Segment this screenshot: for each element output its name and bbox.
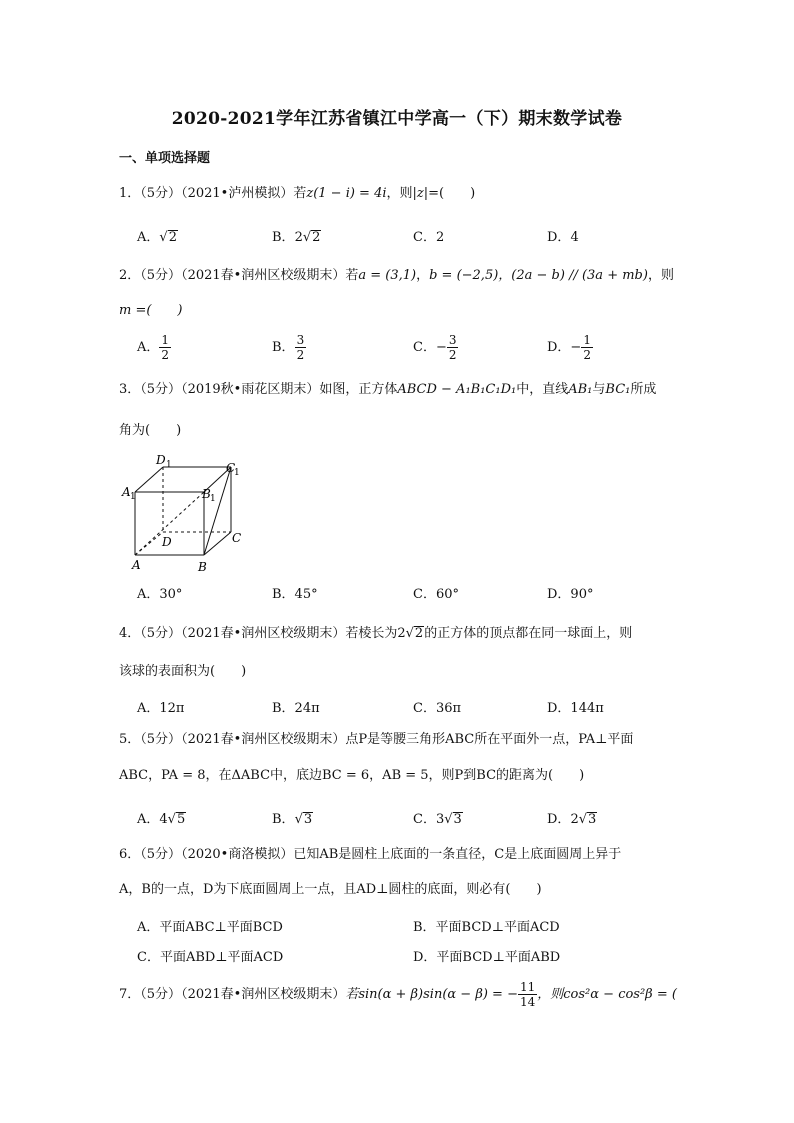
q1-option-b: B．2√2 bbox=[272, 230, 321, 245]
q4-option-a: A．12π bbox=[137, 701, 185, 716]
q1-text: 若 bbox=[293, 186, 307, 201]
q3-option-c: C．60° bbox=[413, 587, 459, 602]
q3-option-b: B．45° bbox=[272, 587, 318, 602]
q3-cube: ABCD − A₁B₁C₁D₁ bbox=[397, 382, 517, 397]
q3-text: 如图，正方体 bbox=[319, 382, 398, 397]
q4-line-2: 该球的表面积为( ) bbox=[119, 664, 247, 679]
label-c1: C bbox=[226, 461, 236, 475]
q4-source: （2021春•润州区校级期末） bbox=[181, 626, 346, 641]
question-5 bbox=[119, 728, 633, 747]
q5-d-coef: 2 bbox=[570, 812, 579, 827]
q2-vector-b: b = (−2,5) bbox=[429, 268, 499, 283]
q4-text-2: 的正方体的顶点都在同一球面上，则 bbox=[424, 626, 633, 641]
q4-radicand: 2 bbox=[414, 626, 424, 641]
q4-number: 4． bbox=[119, 626, 141, 641]
q5-option-a: A．4√5 bbox=[137, 812, 186, 827]
q7-source: （2021春•润州区校级期末） bbox=[181, 987, 346, 1002]
q7-frac-den: 14 bbox=[519, 995, 536, 1009]
q6-number: 6． bbox=[119, 847, 141, 862]
q2-a-den: 2 bbox=[161, 348, 170, 362]
q1-c-label: C． bbox=[413, 230, 436, 245]
q2-c-den: 2 bbox=[448, 348, 457, 362]
q2-b-fraction bbox=[295, 333, 307, 362]
q2-a-num: 1 bbox=[161, 333, 170, 347]
q1-b-coef: 2 bbox=[294, 230, 303, 245]
section-heading: 一、单项选择题 bbox=[119, 151, 211, 166]
q2-d-num: 1 bbox=[583, 333, 591, 347]
label-b1-sub: 1 bbox=[210, 494, 216, 504]
q1-abs: |z| bbox=[412, 186, 429, 201]
q5-source: （2021春•润州区校级期末） bbox=[181, 732, 346, 747]
q1-text-2: ，则 bbox=[386, 186, 413, 201]
q6-line-2: A，B的一点，D为下底面圆周上一点，且AD⊥圆柱的底面，则必有( ) bbox=[119, 882, 542, 897]
q5-d-label: D． bbox=[547, 812, 571, 827]
q2-number: 2． bbox=[119, 268, 141, 283]
q1-c-value: 2 bbox=[435, 230, 445, 245]
q2-d-den: 2 bbox=[583, 348, 591, 362]
q3-option-a: A．30° bbox=[137, 587, 183, 602]
q2-line-2: m =( ) bbox=[119, 303, 183, 318]
label-d: D bbox=[162, 535, 172, 549]
q1-b-value: 2 bbox=[312, 230, 321, 245]
q2-option-d bbox=[547, 333, 593, 362]
q2-condition: ，(2a − b) // (3a + mb) bbox=[498, 268, 648, 283]
q2-a-label: A． bbox=[137, 340, 160, 355]
question-2 bbox=[119, 264, 674, 283]
q2-score: （5分） bbox=[140, 268, 182, 283]
q1-option-a: A．√2 bbox=[137, 230, 177, 245]
question-6 bbox=[119, 843, 621, 862]
q3-number: 3． bbox=[119, 382, 141, 397]
label-c: C bbox=[232, 531, 242, 545]
question-1 bbox=[119, 182, 475, 201]
q5-b-label: B． bbox=[272, 812, 295, 827]
q3-source: （2019秋•雨花区期末） bbox=[181, 382, 320, 397]
q6-score: （5分） bbox=[140, 847, 182, 862]
q2-option-b bbox=[272, 333, 306, 362]
q3-text-2: 中，直线 bbox=[516, 382, 569, 397]
q3-with: 与 bbox=[592, 382, 606, 397]
q5-d-radicand: 3 bbox=[588, 812, 597, 827]
q7-fraction bbox=[518, 980, 537, 1009]
label-b1: B bbox=[202, 487, 211, 501]
q5-a-label: A． bbox=[137, 812, 160, 827]
q2-source: （2021春•润州区校级期末） bbox=[181, 268, 346, 283]
q2-d-fraction bbox=[581, 333, 593, 362]
q1-b-label: B． bbox=[272, 230, 295, 245]
question-7 bbox=[119, 980, 677, 1009]
q4-option-c: C．36π bbox=[413, 701, 462, 716]
q2-option-c bbox=[413, 333, 458, 362]
q2-text-2: ，则 bbox=[647, 268, 674, 283]
q1-a-value: 2 bbox=[168, 230, 177, 245]
question-3 bbox=[119, 378, 656, 397]
q5-c-label: C． bbox=[413, 812, 436, 827]
q3-line-2: BC₁ bbox=[605, 382, 631, 397]
q6-option-d: D．平面BCD⊥平面ABD bbox=[413, 950, 561, 965]
q1-option-c bbox=[413, 226, 444, 245]
q2-option-a bbox=[137, 333, 171, 362]
q1-expression: z(1 − i) = 4i bbox=[306, 186, 387, 201]
cube-figure bbox=[118, 450, 253, 575]
q1-d-value: 4 bbox=[570, 230, 579, 245]
label-b: B bbox=[198, 560, 207, 574]
q7-expression: 若sin(α + β)sin(α − β) = − bbox=[345, 987, 518, 1002]
q2-b-label: B． bbox=[272, 340, 295, 355]
q1-blank: =( ) bbox=[428, 186, 476, 201]
q1-number: 1． bbox=[119, 186, 141, 201]
q6-text: 已知AB是圆柱上底面的一条直径，C是上底面圆周上异于 bbox=[293, 847, 622, 862]
q5-option-b: B．√3 bbox=[272, 812, 313, 827]
q2-c-fraction bbox=[447, 333, 459, 362]
q5-option-d: D．2√3 bbox=[547, 812, 597, 827]
page-title: 2020-2021学年江苏省镇江中学高一（下）期末数学试卷 bbox=[171, 109, 623, 129]
q7-expression-2: ，则cos²α − cos²β = ( bbox=[537, 987, 677, 1002]
q4-coef: 2 bbox=[397, 626, 406, 641]
q6-option-b: B．平面BCD⊥平面ACD bbox=[413, 920, 560, 935]
q7-score: （5分） bbox=[140, 987, 182, 1002]
q3-line-1: AB₁ bbox=[568, 382, 593, 397]
q2-b-den: 2 bbox=[296, 348, 305, 362]
q5-a-radicand: 5 bbox=[176, 812, 186, 827]
question-4: 4．（5分）（2021春•润州区校级期末）若棱长为2√2的正方体的顶点都在同一球面上，则 bbox=[119, 626, 633, 641]
q3-text-3: 所成 bbox=[630, 382, 657, 397]
q3-option-d: D．90° bbox=[547, 587, 594, 602]
q5-b-radicand: 3 bbox=[303, 812, 313, 827]
q2-text: 若 bbox=[345, 268, 359, 283]
label-a1-sub: 1 bbox=[130, 492, 136, 502]
q5-c-coef: 3 bbox=[435, 812, 445, 827]
q5-line-2: ABC，PA = 8，在ΔABC中，底边BC = 6，AB = 5，则P到BC的距离为( ) bbox=[119, 768, 585, 783]
q2-a-fraction bbox=[159, 333, 171, 362]
q1-option-d bbox=[547, 226, 579, 245]
label-c1-sub: 1 bbox=[234, 468, 240, 478]
q4-option-b: B．24π bbox=[272, 701, 320, 716]
q4-score: （5分） bbox=[140, 626, 182, 641]
q3-line-2-text: 角为( ) bbox=[119, 423, 182, 438]
q1-source: （2021•泸州模拟） bbox=[181, 186, 294, 201]
q4-option-d: D．144π bbox=[547, 701, 604, 716]
q5-text: 点P是等腰三角形ABC所在平面外一点，PA⊥平面 bbox=[345, 732, 634, 747]
q6-option-a: A．平面ABC⊥平面BCD bbox=[137, 920, 283, 935]
label-d1: D bbox=[156, 453, 166, 467]
q7-frac-num: 11 bbox=[519, 980, 536, 994]
label-a1: A bbox=[122, 485, 131, 499]
q7-number: 7． bbox=[119, 987, 141, 1002]
q6-source: （2020•商洛模拟） bbox=[181, 847, 294, 862]
q2-vector-a: a = (3,1) bbox=[358, 268, 417, 283]
q6-option-c: C．平面ABD⊥平面ACD bbox=[137, 950, 284, 965]
q5-score: （5分） bbox=[140, 732, 182, 747]
q5-number: 5． bbox=[119, 732, 141, 747]
q4-text: 若棱长为 bbox=[345, 626, 398, 641]
label-a: A bbox=[132, 558, 141, 572]
q2-c-label: C．− bbox=[413, 340, 447, 355]
q5-c-radicand: 3 bbox=[453, 812, 462, 827]
q2-b-num: 3 bbox=[296, 333, 305, 347]
q1-a-label: A． bbox=[137, 230, 160, 245]
q5-a-coef: 4 bbox=[159, 812, 168, 827]
q2-d-label: D．− bbox=[547, 340, 582, 355]
q3-score: （5分） bbox=[140, 382, 182, 397]
q5-option-c: C．3√3 bbox=[413, 812, 462, 827]
label-d1-sub: 1 bbox=[166, 460, 172, 470]
q2-c-num: 3 bbox=[448, 333, 457, 347]
q1-d-label: D． bbox=[547, 230, 571, 245]
q1-score: （5分） bbox=[140, 186, 182, 201]
q2-sep: ， bbox=[416, 268, 430, 283]
